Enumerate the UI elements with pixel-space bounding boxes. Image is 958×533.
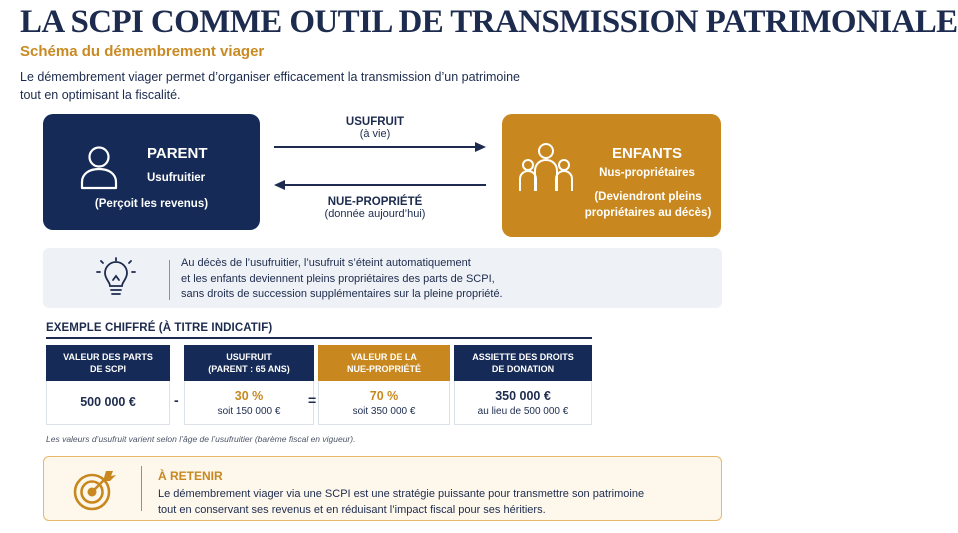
- minus-sign: -: [174, 392, 179, 408]
- children-detail-line: (Deviendront pleins: [594, 191, 702, 203]
- cell-sub: soit 150 000 €: [217, 406, 281, 417]
- table-cell: [46, 381, 170, 425]
- cell-value: 30 %: [234, 389, 264, 403]
- retenir-divider: [141, 466, 142, 511]
- intro-line: Le démembrement viager permet d’organiser efficacement la transmission d’un patrimoine: [20, 70, 521, 84]
- lightbulb-icon: [98, 260, 134, 298]
- cell-sub: au lieu de 500 000 €: [477, 406, 569, 417]
- table-cell: [454, 381, 592, 425]
- intro-text: [20, 68, 620, 104]
- equals-sign: =: [308, 392, 317, 408]
- retenir-title: À RETENIR: [158, 469, 223, 483]
- arrow-right-icon: [272, 140, 488, 154]
- intro-line: tout en optimisant la fiscalité.: [20, 88, 181, 102]
- arrow-left-icon: [272, 178, 488, 192]
- info-line: Au décès de l’usufruitier, l’usufruit s’éteint automatiquement: [181, 257, 471, 269]
- cell-value: 70 %: [369, 389, 399, 403]
- header-line: (PARENT : 65 ANS): [208, 364, 290, 374]
- header-line: VALEUR DE LA: [351, 352, 417, 362]
- info-divider: [169, 260, 170, 300]
- parent-detail: (Perçoit les revenus): [94, 198, 209, 210]
- nue-propriete-label: [300, 196, 450, 220]
- header-line: DE SCPI: [89, 364, 126, 374]
- table-header: [46, 345, 170, 381]
- info-text: [181, 256, 503, 303]
- header-line: NUE-PROPRIÉTÉ: [346, 364, 421, 374]
- info-banner: [43, 248, 722, 308]
- children-title: ENFANTS: [611, 145, 682, 162]
- parent-role: Usufruitier: [147, 172, 206, 184]
- parent-box: [43, 114, 260, 230]
- footnote: Les valeurs d’usufruit varient selon l’âge de l’usufruitier (barème fiscal en vigueur).: [46, 434, 356, 444]
- cell-value: 350 000 €: [495, 389, 551, 403]
- page-title: LA SCPI COMME OUTIL DE TRANSMISSION PATRIMONIALE: [20, 4, 958, 40]
- retenir-line: Le démembrement viager via une SCPI est une stratégie puissante pour transmettre son patrimoine: [158, 488, 645, 500]
- example-underline: [46, 337, 592, 339]
- nue-propriete-sub: (donnée aujourd’hui): [324, 208, 426, 220]
- header-line: DE DONATION: [491, 364, 555, 374]
- usufruit-sub: (à vie): [359, 128, 391, 140]
- retenir-text: [158, 487, 644, 518]
- header-line: ASSIETTE DES DROITS: [472, 352, 574, 362]
- cell-sub: soit 350 000 €: [352, 406, 416, 417]
- info-line: sans droits de succession supplémentaires sur la pleine propriété.: [181, 288, 503, 300]
- header-line: VALEUR DES PARTS: [63, 352, 153, 362]
- nue-propriete-title: NUE-PROPRIÉTÉ: [327, 196, 423, 208]
- header-line: USUFRUIT: [226, 352, 272, 362]
- table-cell: [184, 381, 317, 425]
- example-title: EXEMPLE CHIFFRÉ (À TITRE INDICATIF): [46, 322, 273, 334]
- parent-title: PARENT: [147, 145, 208, 162]
- cell-value: 500 000 €: [80, 395, 136, 409]
- table-header: [318, 345, 450, 381]
- family-icon: [518, 141, 574, 193]
- usufruit-label: [300, 116, 450, 140]
- retenir-line: tout en conservant ses revenus et en réduisant l’impact fiscal pour ses héritiers.: [158, 503, 546, 516]
- page-subtitle: Schéma du démembrement viager: [20, 43, 265, 60]
- retenir-box: [43, 456, 722, 521]
- children-role: Nus-propriétaires: [599, 167, 695, 179]
- person-icon: [79, 144, 119, 190]
- children-detail-line: propriétaires au décès): [584, 207, 712, 219]
- children-detail: [578, 189, 718, 221]
- children-box: [502, 114, 721, 237]
- info-line: et les enfants deviennent pleins propriétaires des parts de SCPI,: [181, 272, 495, 285]
- usufruit-title: USUFRUIT: [345, 116, 405, 128]
- table-header: [184, 345, 314, 381]
- target-icon: [70, 468, 118, 512]
- table-cell: [318, 381, 450, 425]
- table-header: [454, 345, 592, 381]
